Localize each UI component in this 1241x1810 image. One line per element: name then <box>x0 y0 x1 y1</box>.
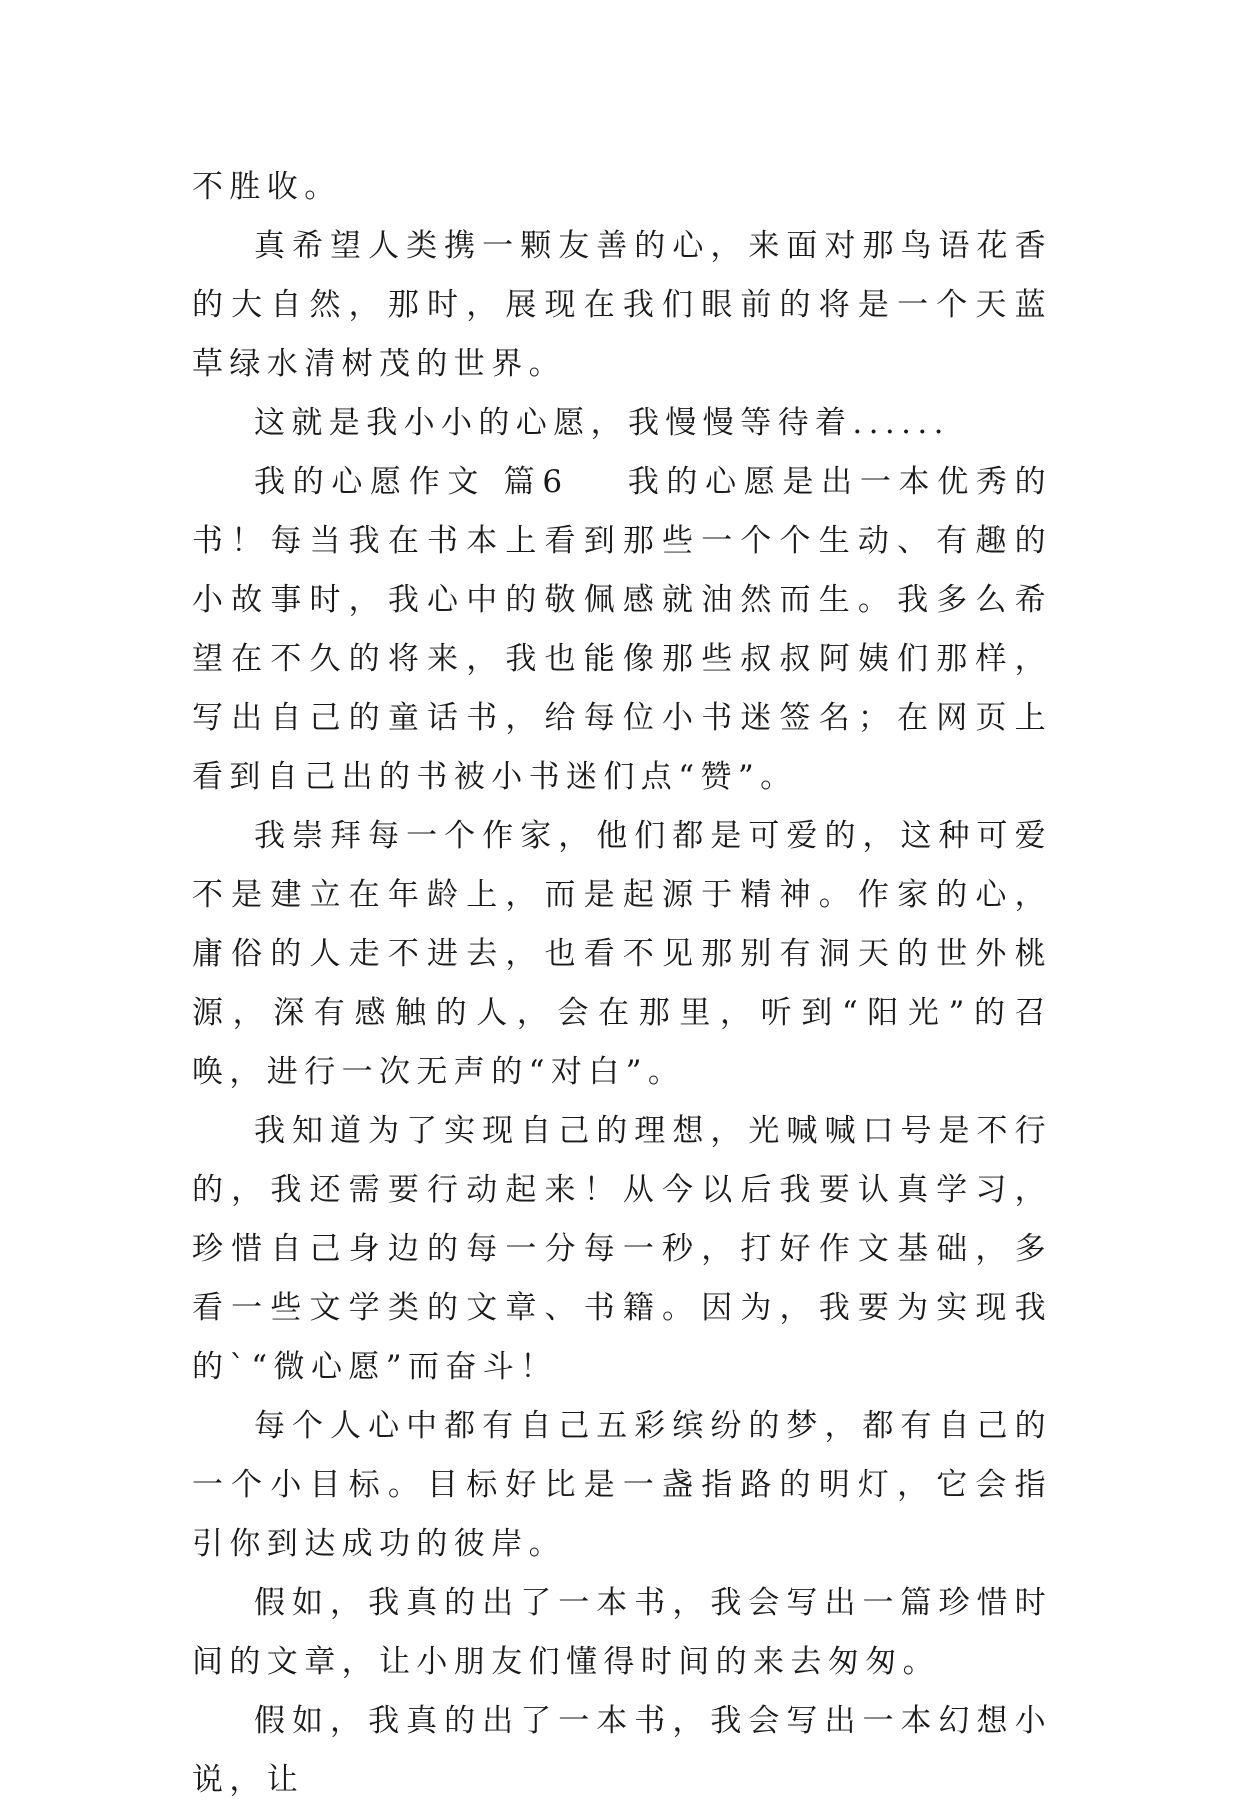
section-lead-text: 我的心愿是出一本优秀的书！每当我在书本上看到那些一个个生动、有趣的小故事时，我心中的敬佩感就油然而生。我多么希望在不久的将来，我也能像那些叔叔阿姨们那样，写出自己的童话书，给每位小书迷签名；在网页上看到自己出的书被小书迷们点“赞”。 <box>192 464 1052 795</box>
paragraph: 我知道为了实现自己的理想，光喊喊口号是不行的，我还需要行动起来！从今以后我要认真学习，珍惜自己身边的每一分每一秒，打好作文基础，多看一些文学类的文章、书籍。因为，我要为实现我的`“微心愿”而奋斗！ <box>192 1113 1052 1385</box>
paragraph-continuation: 不胜收。 <box>192 169 342 205</box>
paragraph: 我崇拜每一个作家，他们都是可爱的，这种可爱不是建立在年龄上，而是起源于精神。作家的心，庸俗的人走不进去，也看不见那别有洞天的世外桃源，深有感触的人，会在那里，听到“阳光”的召唤，进行一次无声的“对白”。 <box>192 818 1052 1090</box>
paragraph: 假如，我真的出了一本书，我会写出一篇珍惜时间的文章，让小朋友们懂得时间的来去匆匆。 <box>192 1585 1052 1680</box>
paragraph: 假如，我真的出了一本书，我会写出一本幻想小说，让 <box>192 1703 1052 1798</box>
paragraph: 这就是我小小的心愿，我慢慢等待着...... <box>254 405 950 441</box>
section-paragraph <box>192 453 1052 807</box>
paragraph: 真希望人类携一颗友善的心，来面对那鸟语花香的大自然，那时，展现在我们眼前的将是一个天蓝草绿水清树茂的世界。 <box>192 228 1052 382</box>
section-heading: 我的心愿作文 篇6 <box>254 464 569 500</box>
document-body <box>192 158 1052 1810</box>
paragraph: 每个人心中都有自己五彩缤纷的梦，都有自己的一个小目标。目标好比是一盏指路的明灯，它会指引你到达成功的彼岸。 <box>192 1408 1052 1562</box>
